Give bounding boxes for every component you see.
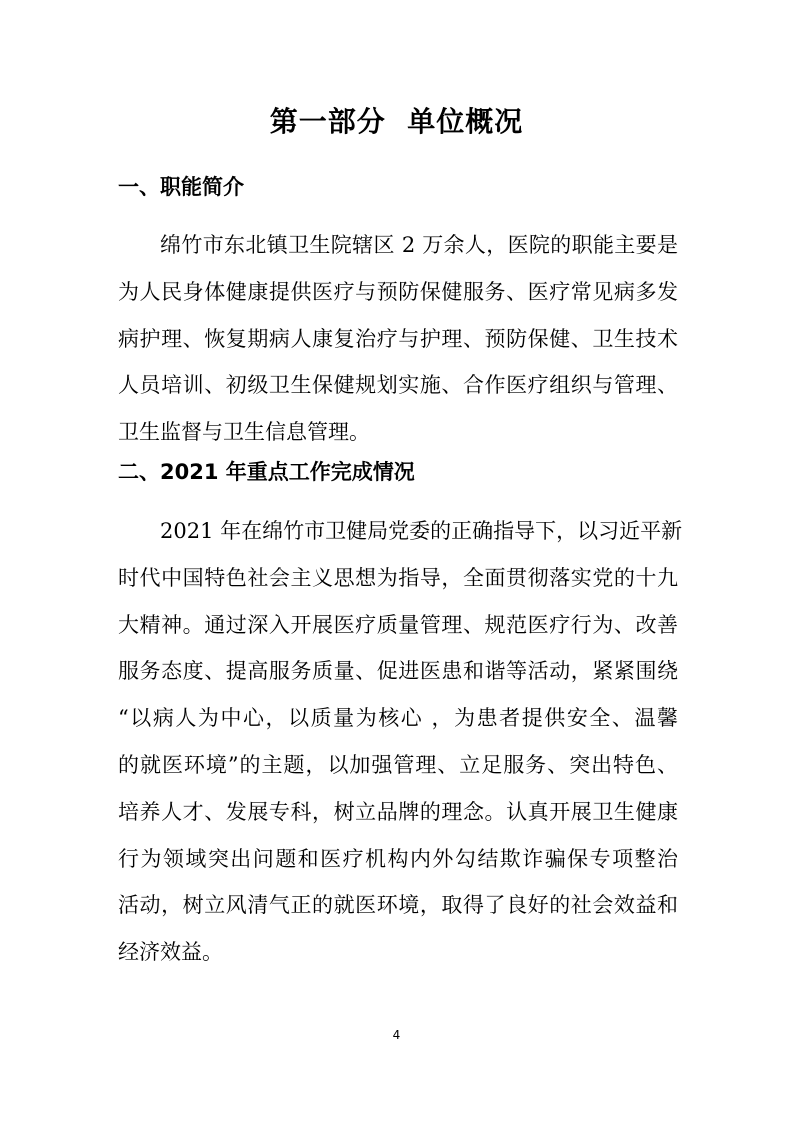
paragraph-line: 活动，树立风清气正的就医环境，取得了良好的社会效益和 — [118, 893, 678, 918]
paragraph-line: 人员培训、初级卫生保健规划实施、合作医疗组织与管理、 — [118, 373, 678, 398]
paragraph-line: 服务态度、提高服务质量、促进医患和谐等活动，紧紧围绕 — [118, 659, 678, 684]
paragraph-line: 的就医环境”的主题，以加强管理、立足服务、突出特色、 — [118, 752, 678, 777]
page-number: 4 — [392, 1028, 401, 1042]
paragraph-line: 经济效益。 — [118, 940, 223, 965]
paragraph-line: 病护理、恢复期病人康复治疗与护理、预防保健、卫生技术 — [118, 326, 678, 351]
paragraph-line: 行为领域突出问题和医疗机构内外勾结欺诈骗保专项整治 — [118, 846, 678, 871]
section-heading-functions: 一、职能简介 — [118, 175, 244, 199]
paragraph-line: 卫生监督与卫生信息管理。 — [118, 420, 370, 445]
paragraph-line: 大精神。通过深入开展医疗质量管理、规范医疗行为、改善 — [118, 612, 678, 637]
paragraph-2021-work — [118, 514, 683, 982]
page-title: 第一部分 单位概况 — [269, 105, 524, 138]
paragraph-line: 绵竹市东北镇卫生院辖区 2 万余人，医院的职能主要是 — [160, 233, 678, 257]
paragraph-line: 为人民身体健康提供医疗与预防保健服务、医疗常见病多发 — [118, 279, 678, 304]
paragraph-line: 培养人才、发展专科，树立品牌的理念。认真开展卫生健康 — [118, 799, 678, 824]
section-heading-2021-work: 二、2021 年重点工作完成情况 — [118, 460, 415, 484]
paragraph-functions — [118, 228, 678, 462]
paragraph-line: 时代中国特色社会主义思想为指导，全面贯彻落实党的十九 — [118, 565, 678, 590]
paragraph-line: 2021 年在绵竹市卫健局党委的正确指导下，以习近平新 — [160, 519, 683, 543]
paragraph-line: “以病人为中心，以质量为核心 ，为患者提供安全、温馨 — [118, 706, 678, 731]
